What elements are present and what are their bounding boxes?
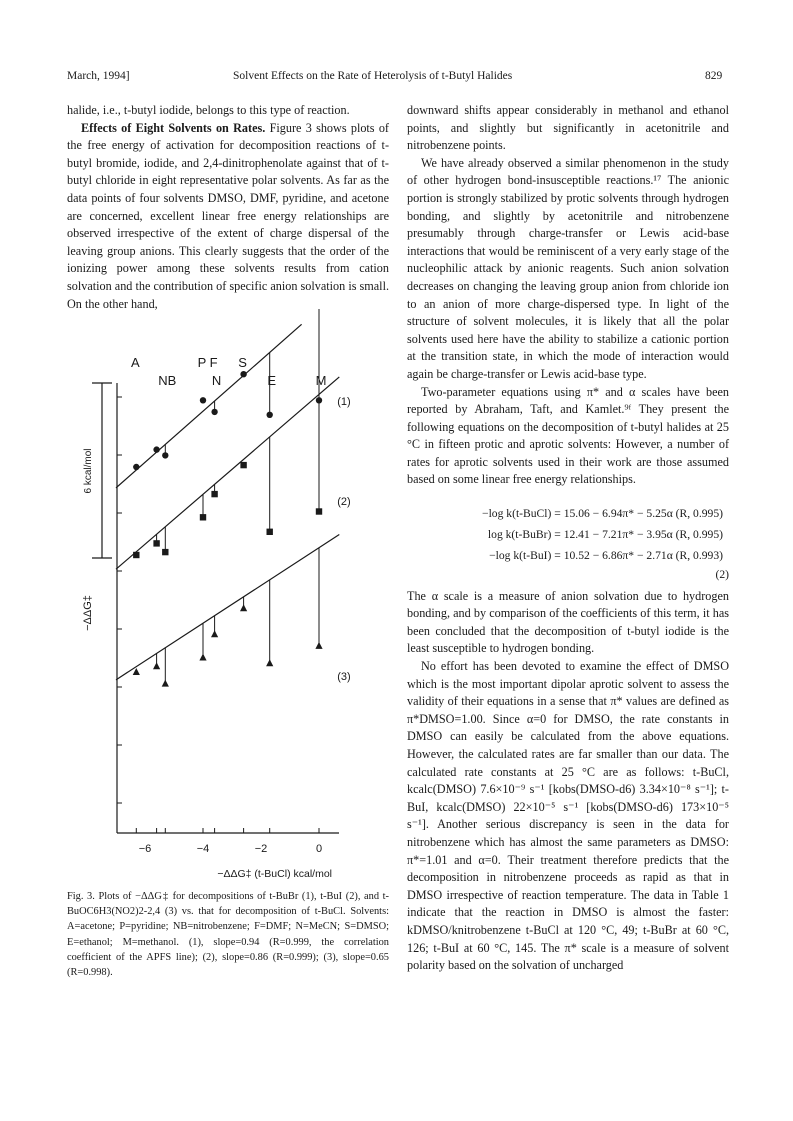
data-point: [199, 654, 206, 661]
solvent-label: A: [130, 355, 140, 370]
solvent-label: P: [197, 355, 207, 370]
page-number: 829: [705, 70, 723, 82]
paragraph: We have already observed a similar phenomenon in the study of other hydrogen bond-insusceptible reactions.¹⁷ The anionic portion is strongly stabilized by protic solvents through hydrogen bonding, and slightly by acetonitrile and nitrobenzene presumably through charge-transfer or Lewis acid-base interactions that would be reminiscent of a very early stage of the nucleophilic attack by anionic reagents. Such anion solvation decreases on changing the leaving group anion from chloride ion to an anion of more charge-dispersed type. In light of the structure of solvent molecules, it is likely that all the polar solvents used here have the ability to stabilize a cationic portion at the transition state, in which the mode of interaction would again be charge-transfer or Lewis acid-base type.: [407, 155, 729, 381]
paragraph: downward shifts appear considerably in methanol and ethanol points, and slightly but significantly in acetonitrile and nitrobenzene points.: [407, 103, 729, 153]
x-tick-label: 0: [315, 843, 323, 855]
figure-3: [84, 355, 354, 890]
data-point: [153, 540, 159, 546]
data-point: [240, 604, 247, 611]
series-label: (1): [337, 396, 351, 408]
x-tick-label: −2: [254, 843, 268, 855]
running-header-title: Solvent Effects on the Rate of Heterolysis of t-Butyl Halides: [233, 70, 513, 82]
data-point: [211, 491, 217, 497]
regression-line: [116, 324, 302, 488]
regression-line: [116, 377, 339, 569]
paragraph: Two-parameter equations using π* and α scales have been reported by Abraham, Taft, and Kamlet.⁹ᶠ They present the following equations on the decomposition of t-butyl halides at 25 °C in fifteen protic and aprotic solvents: However, a number of rates for aprotic solvents used in their work are those assumed based on some linear free energy relationships.: [407, 384, 729, 487]
figure-3-plot: [84, 355, 354, 885]
left-column: [67, 102, 389, 313]
series-label: (2): [337, 496, 351, 508]
data-point: [133, 464, 139, 470]
data-point: [240, 462, 246, 468]
data-point: [153, 446, 159, 452]
data-point: [162, 680, 169, 687]
paragraph-text: Figure 3 shows plots of the free energy of activation for decomposition reactions of t-butyl bromide, iodide, and 2,4-dinitrophenolate against that of t-butyl chloride in eight representative polar solvents. As far as the data points of four solvents DMSO, DMF, pyridine, and acetone are concerned, excellent linear free energy relationships are observed irrespective of the extent of charge dispersal of the leaving group anions. This clearly suggests that the order of the ionizing power among these solvents results from cation solvation and the contribution of specific anion solvation is small. On the other hand,: [67, 120, 389, 311]
paragraph: halide, i.e., t-butyl iodide, belongs to this type of reaction.: [67, 103, 350, 117]
equation: log k(t-BuBr) = 12.41 − 7.21π* − 3.95α (R, 0.995): [487, 528, 723, 542]
section-heading: Effects of Eight Solvents on Rates.: [81, 120, 266, 135]
data-point: [316, 508, 322, 514]
paragraph: The α scale is a measure of anion solvation due to hydrogen bonding, and by comparison of the coefficients of this term, it has been concluded that the decomposition of t-butyl iodide is the least susceptible to hydrogen bonding.: [407, 588, 729, 656]
data-point: [315, 642, 322, 649]
right-column: [407, 102, 729, 975]
equation-number: (2): [715, 568, 729, 582]
data-point: [267, 412, 273, 418]
scale-bar-label: 6 kcal/mol: [83, 448, 94, 494]
solvent-label: S: [238, 355, 247, 370]
data-point: [133, 552, 139, 558]
data-point: [162, 452, 168, 458]
solvent-label: E: [267, 373, 277, 388]
equation: −log k(t-BuI) = 10.52 − 6.86π* − 2.71α (R, 0.993): [489, 549, 723, 563]
running-header-left: March, 1994]: [67, 70, 130, 82]
series-label: (3): [337, 671, 351, 683]
data-point: [211, 630, 218, 637]
y-axis-label: −ΔΔG‡: [82, 595, 94, 631]
x-axis-label: −ΔΔG‡ (t-BuCl) kcal/mol: [217, 868, 332, 880]
data-point: [133, 668, 140, 675]
data-point: [200, 397, 206, 403]
paragraph: [67, 120, 389, 314]
data-point: [267, 529, 273, 535]
solvent-label: N: [211, 373, 222, 388]
equation: −log k(t-BuCl) = 15.06 − 6.94π* − 5.25α (R, 0.995): [482, 507, 723, 521]
data-point: [200, 514, 206, 520]
data-point: [162, 549, 168, 555]
solvent-label: M: [315, 373, 327, 388]
figure-caption: Fig. 3. Plots of −ΔΔG‡ for decompositions of t-BuBr (1), t-BuI (2), and t-BuOC6H3(NO2)2-2,4 (3) vs. that for decomposition of t-BuCl. Solvents: A=acetone; P=pyridine; NB=nitrobenzene; F=DMF; N=MeCN; S=DMSO; E=ethanol; M=methanol. (1), slope=0.94 (R=0.999, the correlation coefficient of the APFS line); (2), slope=0.86 (R=0.999); (3), slope=0.65 (R=0.998).: [67, 891, 389, 979]
data-point: [211, 409, 217, 415]
data-point: [153, 662, 160, 669]
x-tick-label: −4: [196, 843, 210, 855]
regression-line: [116, 535, 339, 680]
x-tick-label: −6: [138, 843, 152, 855]
data-point: [240, 371, 246, 377]
data-point: [266, 659, 273, 666]
paragraph: No effort has been devoted to examine the effect of DMSO which is the most important dipolar aprotic solvent to assess the validity of their equations in a sense that π* values are defined as π*DMSO=1.00. Since α=0 for DMSO, the rate constants in DMSO can easily be calculated from the above equations. However, the calculated rates are far smaller than our data. The calculated rate constants at 25 °C are as follows: t-BuCl, kcalc(DMSO) 7.6×10⁻⁹ s⁻¹ [kobs(DMSO-d6) 3.34×10⁻⁸ s⁻¹]; t-BuI, kcalc(DMSO) 22×10⁻⁵ s⁻¹ [kobs(DMSO-d6) 173×10⁻⁵ s⁻¹]. Another serious discrepancy is seen in the data for nitrobenzene which has almost the same parameters as DMSO: π*=1.01 and α=0. Their treatment therefore predicts that the decomposition in nitrobenzene proceeds as rapid as that in DMSO irrespective of reaction temperature. The data in Table 1 indicate that the reaction in DMSO is almost the faster: kDMSO/knitrobenzene t-BuCl at 120 °C, 49; t-BuBr at 60 °C, 126; t-BuI at 60 °C, 145. The π* scale is a measure of solvent polarity based on the solvation of uncharged: [407, 659, 729, 973]
solvent-label: NB: [158, 373, 177, 388]
solvent-label: F: [209, 355, 218, 370]
